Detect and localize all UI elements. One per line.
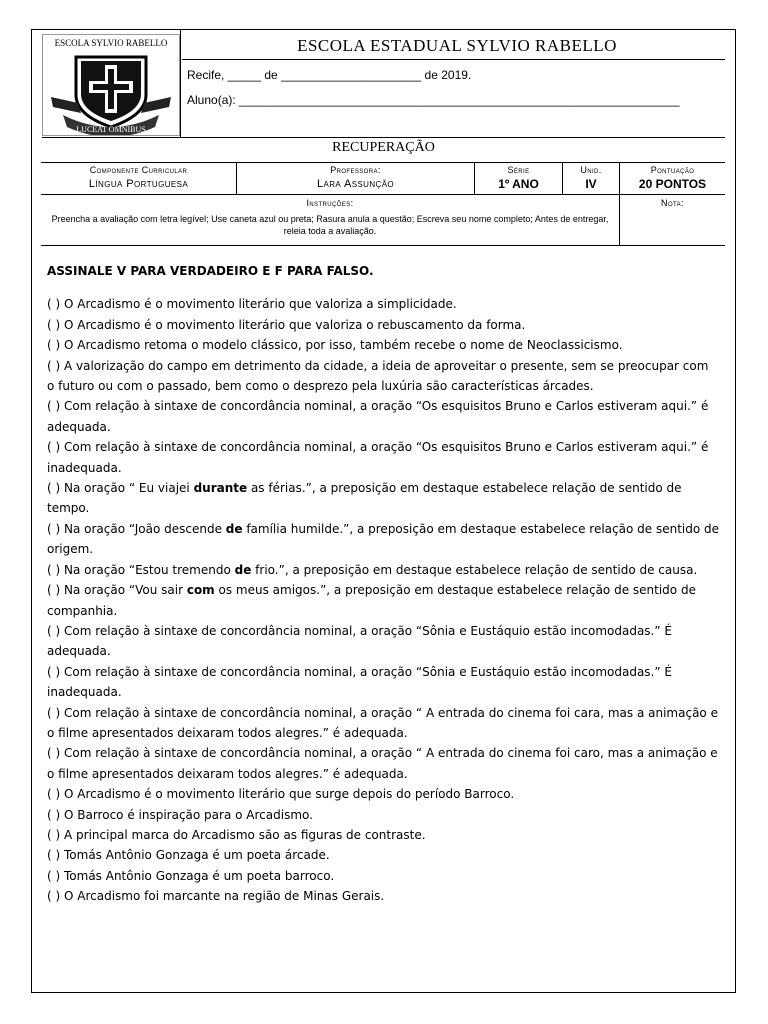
exercise-item: ( ) Tomás Antônio Gonzaga é um poeta barroco. <box>47 868 335 883</box>
grade-cell <box>475 165 562 191</box>
exercise-item: ( ) Na oração “Estou tremendo de frio.”, a preposição em destaque estabelece relação de sentido de causa. <box>47 562 698 577</box>
component-value: Língua Portuguesa <box>88 178 189 190</box>
exercise-item: ( ) O Arcadismo é o movimento literário que valoriza a simplicidade. <box>47 297 457 312</box>
teacher-cell <box>237 165 474 190</box>
exercise-item: ( ) O Arcadismo é o movimento literário que surge depois do período Barroco. <box>47 787 515 802</box>
grade-label: Série <box>507 165 530 175</box>
unit-cell <box>563 165 619 191</box>
component-cell <box>41 165 236 190</box>
exercise-item: ( ) Com relação à sintaxe de concordância nominal, a oração “Sônia e Eustáquio estão incomodadas.” É adequada. <box>47 623 672 659</box>
exam-page <box>31 29 736 993</box>
school-name: ESCOLA ESTADUAL SYLVIO RABELLO <box>297 36 617 55</box>
student-name-line: Aluno(a): __________________________________________________________________ <box>187 93 680 107</box>
instructions-cell <box>41 198 619 237</box>
exercise-item: ( ) O Arcadismo foi marcante na região de Minas Gerais. <box>47 889 385 904</box>
exercise-heading: ASSINALE V PARA VERDADEIRO E F PARA FALSO. <box>47 264 374 278</box>
exercise-item: ( ) A principal marca do Arcadismo são as figuras de contraste. <box>47 827 426 842</box>
teacher-label: Professora: <box>330 165 381 175</box>
exercise-item: ( ) Com relação à sintaxe de concordância nominal, a oração “Os esquisitos Bruno e Carlos estiveram aqui.” é inadequada. <box>47 440 709 475</box>
info-table <box>41 162 725 246</box>
logo-top-text: ESCOLA SYLVIO RABELLO <box>54 38 168 48</box>
exercise-item: ( ) O Arcadismo é o movimento literário que valoriza o rebuscamento da forma. <box>47 317 526 332</box>
exercise-item: ( ) Na oração “ Eu viajei durante as férias.”, a preposição em destaque estabelece relação de sentido de tempo. <box>47 481 682 516</box>
exercise-item: ( ) Com relação à sintaxe de concordância nominal, a oração “Os esquisitos Bruno e Carlos estiveram aqui.” é adequada. <box>47 399 709 434</box>
teacher-value: Lara Assunção <box>316 178 395 190</box>
note-label: Nota: <box>661 198 684 208</box>
date-line: Recife, _____ de _____________________ de 2019. <box>187 68 472 82</box>
instructions-label: Instruções: <box>306 198 354 208</box>
grade-note-cell <box>620 198 725 208</box>
exercise-item: ( ) Tomás Antônio Gonzaga é um poeta árcade. <box>47 848 330 863</box>
component-label: Componente Curricular <box>89 165 188 175</box>
school-crest-icon <box>43 35 179 135</box>
exercise-item: ( ) Com relação à sintaxe de concordância nominal, a oração “Sônia e Eustáquio estão incomodadas.” É inadequada. <box>47 664 672 700</box>
grade-value: 1º ANO <box>498 177 539 191</box>
exercise-item: ( ) A valorização do campo em detrimento da cidade, a ideia de aproveitar o presente, sem se preocupar com o futuro ou com o passado, bem como o desprezo pela luxúria são características árcades. <box>47 358 709 394</box>
section-title: RECUPERAÇÃO <box>332 140 435 155</box>
exercise-item: ( ) Com relação à sintaxe de concordância nominal, a oração “ A entrada do cinema foi caro, mas a animação e o filme apresentados deixaram todos alegres.” é adequada. <box>47 746 718 781</box>
exercise-item: ( ) Na oração “João descende de família humilde.”, a preposição em destaque estabelece relação de sentido de origem. <box>47 521 720 557</box>
exercise-item: ( ) O Barroco é inspiração para o Arcadismo. <box>47 807 313 822</box>
unit-label: Unid. <box>580 165 602 175</box>
exercise-list <box>47 294 719 906</box>
score-cell <box>620 165 725 191</box>
exercise-item: ( ) O Arcadismo retoma o modelo clássico, por isso, também recebe o nome de Neoclassicismo. <box>47 338 623 353</box>
score-label: Pontuação <box>650 165 695 175</box>
exercise-section <box>47 261 719 907</box>
exercise-item: ( ) Com relação à sintaxe de concordância nominal, a oração “ A entrada do cinema foi cara, mas a animação e o filme apresentados deixaram todos alegres.” é adequada. <box>47 705 718 740</box>
logo-banner-text: LUCEAT OMNIBUS <box>76 125 146 134</box>
school-header <box>32 30 735 138</box>
score-value: 20 PONTOS <box>638 177 707 191</box>
instructions-text: Preencha a avaliação com letra legível; Use caneta azul ou preta; Rasura anula a questão; Escreva seu nome completo; Antes de entregar, releia toda a avaliação. <box>51 214 609 236</box>
exercise-item: ( ) Na oração “Vou sair com os meus amigos.”, a preposição em destaque estabelece relação de sentido de companhia. <box>47 583 696 618</box>
unit-value: IV <box>585 177 597 191</box>
school-logo <box>42 34 180 136</box>
